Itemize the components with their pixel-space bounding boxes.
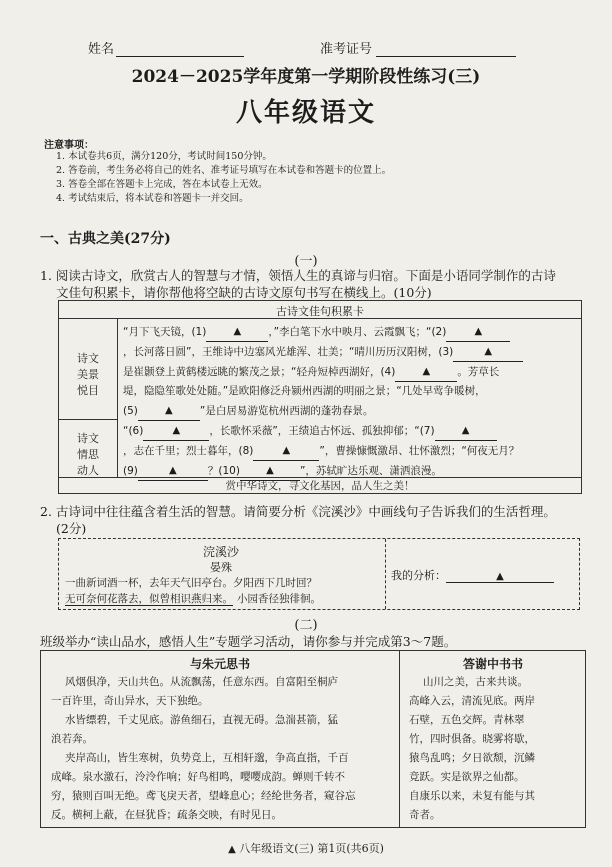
card-row2-label-cell: [59, 419, 118, 477]
notes-list: [56, 150, 391, 206]
analysis-label: 我的分析： ▲: [391, 567, 554, 583]
card-line: “(6) ▲ ，长歌怀采薇”，王绩追古怀远、孤独抑郁；“(7) ▲: [123, 421, 577, 441]
page-footer: [0, 840, 612, 856]
article2-line: 猿鸟乱鸣；夕日欲颓，沉鳞: [409, 752, 535, 764]
article2-title: 答谢中书书: [462, 657, 523, 671]
notes-title: 注意事项：: [44, 140, 94, 151]
article1-text: [51, 673, 397, 825]
article2-line: 自康乐以来，未复有能与其: [409, 790, 535, 802]
card-title: 古诗文佳句积累卡: [59, 303, 581, 319]
card-row1-label: 诗文美景悦目: [77, 352, 99, 397]
subject-title: 八年级语文: [235, 98, 376, 128]
article1-line: 夹岸高山，皆生寒树，负势竞上，互相轩邈，争高直指，千百: [65, 752, 349, 764]
question-1-line2: 文佳句积累卡，请你帮他将空缺的古诗文原句书写在横线上。(10分): [56, 285, 432, 300]
article1-line: 风烟俱净，天山共色。从流飘荡，任意东西。自富阳至桐庐: [65, 676, 338, 688]
note-item: 4. 考试结束后，将本试卷和答题卡一并交回。: [56, 193, 249, 204]
name-label: 姓名: [88, 38, 244, 57]
question-1-line1: 1. 阅读古诗文，欣赏古人的智慧与才情，领悟人生的真谛与归宿。下面是小语同学制作的古诗: [40, 268, 556, 283]
card-line: ，长河落日圆”，王维诗中边塞风光雄浑、壮美；“晴川历历汉阳树，(3) ▲: [123, 342, 577, 362]
underlined-lines: 无可奈何花落去，似曾相识燕归来。: [65, 593, 233, 605]
part-two-label: (二): [294, 618, 318, 633]
article2-line: 高峰入云，清流见底。两岸: [409, 695, 535, 707]
article2-panel: [401, 651, 585, 827]
note-item: 3. 答卷全部在答题卡上完成，答在本试卷上无效。: [56, 179, 268, 190]
activity-intro: 班级举办“读山品水，感悟人生”专题学习活动，请你参与并完成第3～7题。: [40, 634, 457, 649]
card-row2-label: 诗文情思动人: [77, 432, 99, 477]
card-row1-content: [123, 322, 577, 421]
blank-3[interactable]: ▲: [453, 342, 523, 362]
footer-text: 八年级语文(三) 第1页(共6页): [239, 842, 384, 855]
article2-line: 山川之美，古来共谈。: [423, 676, 528, 688]
article2-line: 竹，四时俱备。晓雾将歇，: [409, 733, 535, 745]
blank-6[interactable]: ▲: [143, 421, 209, 441]
question-2-line1: 2. 古诗词中往往蕴含着生活的智慧。请简要分析《浣溪沙》中画线句子告诉我们的生活哲理。: [40, 504, 556, 519]
blank-4[interactable]: ▲: [395, 362, 457, 382]
article1-line: 成峰。泉水激石，泠泠作响；好鸟相鸣，嘤嘤成韵。蝉则千转不: [51, 771, 345, 783]
card-line: 堤，隐隐笙歌处处随。”是欧阳修泛舟颍州西湖的明丽之景；“几处早莺争暖树，: [123, 385, 486, 397]
note-item: 1. 本试卷共6页，满分120分，考试时间150分钟。: [56, 151, 272, 162]
article2-line: 石壁，五色交辉。青林翠: [409, 714, 525, 726]
exam-title: 2024－2025学年度第一学期阶段性练习(三): [131, 67, 481, 87]
article1-line: 反。横柯上蔽，在昼犹昏；疏条交映，有时见日。: [51, 809, 282, 821]
article2-line: 奇者。: [409, 809, 441, 821]
poem-divider: [385, 539, 386, 609]
poem-line2: 无可奈何花落去，似曾相识燕归来。 小园香径独徘徊。: [65, 593, 321, 605]
note-item: 2. 答卷前，考生务必将自己的姓名、准考证号填写在本试卷和答题卡的位置上。: [56, 165, 392, 176]
poetry-card: [58, 300, 582, 494]
blank-9[interactable]: ▲: [138, 461, 208, 481]
blank-5[interactable]: ▲: [138, 401, 200, 421]
reading-box: [40, 650, 586, 828]
article1-title: 与朱元思书: [189, 657, 250, 671]
card-line: ，志在千里；烈士暮年，(8) ▲ ”，曹操慷慨激昂、壮怀激烈；“何夜无月？: [123, 441, 577, 461]
id-label: 准考证号: [320, 38, 516, 57]
part-one-label: (一): [294, 254, 318, 269]
article2-line: 竞跃。实是欲界之仙都。: [409, 771, 525, 783]
card-row2-content: [123, 421, 577, 481]
article1-line: 水皆缥碧，千丈见底。游鱼细石，直视无碍。急湍甚箭，猛: [65, 714, 338, 726]
poem-line1: 一曲新词酒一杯，去年天气旧亭台。夕阳西下几时回？: [65, 577, 317, 589]
card-row1-label-cell: [59, 319, 118, 420]
section-heading: 一、古典之美(27分): [40, 231, 171, 247]
card-line: (9) ▲ ？(10) ▲ ”，苏轼旷达乐观、潇洒浪漫。: [123, 461, 577, 481]
id-field[interactable]: [376, 56, 516, 57]
blank-7[interactable]: ▲: [435, 421, 497, 441]
poem-author: 晏殊: [210, 561, 232, 574]
poem-title: 浣溪沙: [202, 545, 239, 559]
name-field[interactable]: [116, 56, 244, 57]
article1-panel: [41, 651, 400, 827]
analysis-blank[interactable]: ▲: [446, 569, 554, 583]
article1-line: 穷，猿则百叫无绝。鸢飞戾天者，望峰息心；经纶世务者，窥谷忘: [51, 790, 356, 802]
article1-line: 一百许里，奇山异水，天下独绝。: [51, 695, 209, 707]
question-2-line2: (2分): [56, 521, 87, 536]
blank-2[interactable]: ▲: [446, 322, 510, 342]
article1-line: 浪若奔。: [51, 733, 93, 745]
card-line: 是崔颢登上黄鹤楼远眺的繁茂之景；“轻舟短棹西湖好，(4) ▲ 。芳草长: [123, 362, 577, 382]
blank-8[interactable]: ▲: [253, 441, 319, 461]
card-line: “月下飞天镜，(1) ▲ ，”李白笔下水中映月、云霞飘飞；“(2) ▲: [123, 322, 577, 342]
card-footer: 赏中华诗文，寻文化基因，品人生之美！: [59, 477, 581, 493]
article2-text: [409, 673, 583, 825]
warning-triangle-icon: ▲: [228, 844, 236, 855]
card-line: (5) ▲ ”是白居易游览杭州西湖的蓬勃春景。: [123, 401, 577, 421]
blank-1[interactable]: ▲: [206, 322, 268, 342]
poem-box: [58, 538, 580, 610]
blank-10[interactable]: ▲: [240, 461, 300, 481]
